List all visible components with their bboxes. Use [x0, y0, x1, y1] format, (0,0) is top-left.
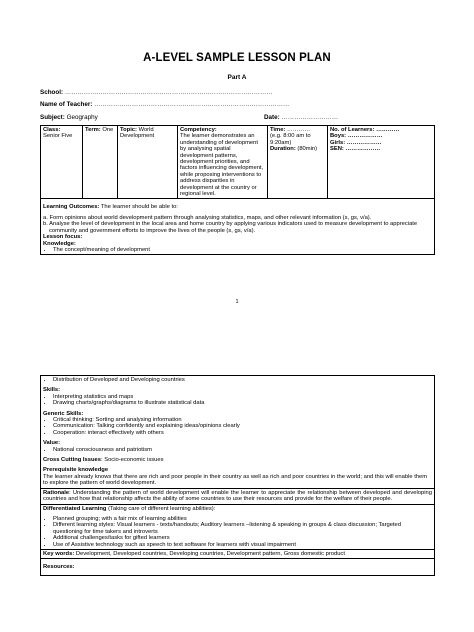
generic-skills-label: Generic Skills:: [43, 410, 84, 417]
term-label: Term:: [85, 127, 101, 133]
time-label: Time:: [270, 127, 286, 133]
time-dots: …………: [286, 127, 311, 133]
girls-dots: ………………: [346, 139, 382, 146]
time-value: (e.g. 8:00 am to 9:20am): [270, 133, 311, 146]
girls-label: Girls:: [330, 139, 346, 146]
page-gap: [0, 318, 474, 370]
differentiated-cell: [41, 504, 435, 549]
cross-cutting-label: Cross Cutting Issues: [43, 457, 101, 464]
resources-label: Resources:: [43, 564, 75, 571]
time-cell: [268, 126, 328, 199]
list-item: • Interpreting statistics and maps: [53, 394, 432, 400]
rationale-row: [41, 488, 435, 504]
resources-row: [41, 559, 435, 576]
date-field[interactable]: [264, 114, 338, 121]
lesson-focus-label: Lesson focus:: [43, 234, 83, 241]
skills-list: [43, 394, 432, 407]
differentiated-list: [43, 516, 432, 548]
resources-cell: [41, 559, 435, 576]
school-dots: ………………………………………………………………………………………: [64, 89, 273, 96]
competency-cell: [178, 126, 268, 199]
subject-label: Subject:: [40, 114, 65, 121]
rationale-value: : Understanding the pattern of world development will enable the learner to appreciate the relationship between developed and developing countries and how that relationship affects the ability of some countries to use their resources and provide for the welfare of their people.: [43, 489, 432, 503]
learners-label: No. of Learners:: [330, 127, 375, 133]
keywords-label: Key words:: [43, 550, 75, 557]
outcomes-label: Learning Outcomes:: [43, 204, 100, 211]
keywords-row: [41, 549, 435, 558]
subject-value: Geography: [66, 114, 98, 121]
outcomes-cell: [41, 199, 435, 255]
document-title: A-LEVEL SAMPLE LESSON PLAN: [143, 52, 331, 64]
document-page-2: [0, 370, 474, 632]
boys-label: Boys:: [330, 133, 347, 140]
list-item: • Drawing charts/graphs/diagrams to illustrate statistical data: [53, 400, 432, 406]
sen-dots: ………………: [345, 146, 381, 153]
knowledge-label: Knowledge:: [43, 240, 76, 247]
teacher-dots: …………………………………………………………………………………: [94, 101, 290, 108]
lesson-header-table: [40, 125, 435, 255]
topic-label: Topic:: [120, 127, 137, 133]
list-item: • Use of Assistive technology such as speech to text software for learners with visual impairment: [53, 542, 432, 548]
list-item: • Different learning styles: Visual learners - texts/handouts; Auditory learners –listening & speaking in groups & class discussion; Targeted questioning for time takers and introverts: [53, 522, 432, 535]
outcomes-row: [41, 199, 435, 255]
competency-value: The learner demonstrates an understanding of development by analysing spatial development patterns, development priorities, and factors influencing development, while proposing interventions to address disparities in development at the country or regional level.: [180, 133, 264, 198]
list-item: • Additional challenges/tasks for gifted learners: [53, 535, 432, 541]
class-label: Class:: [43, 127, 61, 133]
part-heading: Part A: [227, 74, 247, 81]
term-value: One: [102, 127, 114, 133]
school-label: School:: [40, 89, 64, 96]
prerequisite-value: The learner already knows that there are rich and poor people in their country as well as rich and poor countries in the world; and this will enable them to explore the pattern of world development.: [43, 473, 428, 487]
duration-value: (80min): [297, 146, 318, 153]
differentiated-label: Differentiated Learning: [43, 505, 107, 512]
teacher-field[interactable]: [40, 101, 289, 108]
outcomes-intro: The learner should be able to:: [100, 204, 178, 211]
details-cell: [41, 376, 435, 489]
rationale-label: Rationale: [43, 489, 70, 496]
learners-dots: …………: [376, 127, 400, 133]
keywords-value: Development, Developed countries, Developing countries, Development pattern, Gross domestic product: [75, 550, 345, 557]
duration-label: Duration:: [270, 146, 296, 153]
page-number: 1: [235, 299, 239, 305]
outcome-b: b. Analyse the level of development in the local area and home country by applying various indicators used to measure development to appreciate community and government efforts to improve the lives of the people (s, gs, v/a).: [43, 221, 418, 234]
date-label: Date:: [264, 114, 280, 121]
class-cell: [41, 126, 83, 199]
term-cell: [83, 126, 118, 199]
skills-label: Skills:: [43, 387, 61, 394]
generic-skills-list: [43, 417, 432, 436]
boys-dots: ………………: [347, 133, 383, 140]
competency-label: Competency:: [180, 127, 217, 133]
school-field[interactable]: [40, 89, 273, 96]
differentiated-row: [41, 504, 435, 549]
rationale-cell: [41, 488, 435, 504]
cross-cutting-value: : Socio-economic issues: [100, 457, 164, 464]
keywords-cell: [41, 549, 435, 558]
header-row: [41, 126, 435, 199]
list-item: • National consciousness and patriotism: [53, 447, 432, 453]
list-item: • Planned grouping; with a fair mix of learning abilities: [53, 516, 432, 522]
date-dots: ………………………: [281, 114, 339, 121]
learners-cell: [328, 126, 435, 199]
teacher-label: Name of Teacher:: [40, 101, 93, 108]
list-item: • The concept/meaning of development: [53, 247, 432, 253]
sen-label: SEN:: [330, 146, 344, 153]
list-item: • Communication: Talking confidently and explaining ideas/opinions clearly: [53, 423, 432, 429]
list-item: • Distribution of Developed and Developing countries: [53, 377, 432, 383]
lesson-details-table: [40, 375, 435, 576]
value-label: Value:: [43, 440, 61, 447]
topic-cell: [118, 126, 178, 199]
list-item: • Critical thinking: Sorting and analysing information: [53, 417, 432, 423]
outcome-a: a. Form opinions about world development pattern through analysing statistics, maps, and other relevant information (s, gs, v/a).: [43, 214, 372, 221]
knowledge-list: [43, 247, 432, 253]
topic-value: World Development: [120, 127, 155, 140]
prerequisite-label: Prerequisite knowledge: [43, 467, 109, 474]
list-item: • Cooperation: interact effectively with others: [53, 430, 432, 436]
class-value: Senior Five: [43, 133, 73, 140]
details-row: [41, 376, 435, 489]
differentiated-note: (Taking care of different learning abilities):: [108, 505, 216, 512]
subject-field: [40, 114, 98, 121]
